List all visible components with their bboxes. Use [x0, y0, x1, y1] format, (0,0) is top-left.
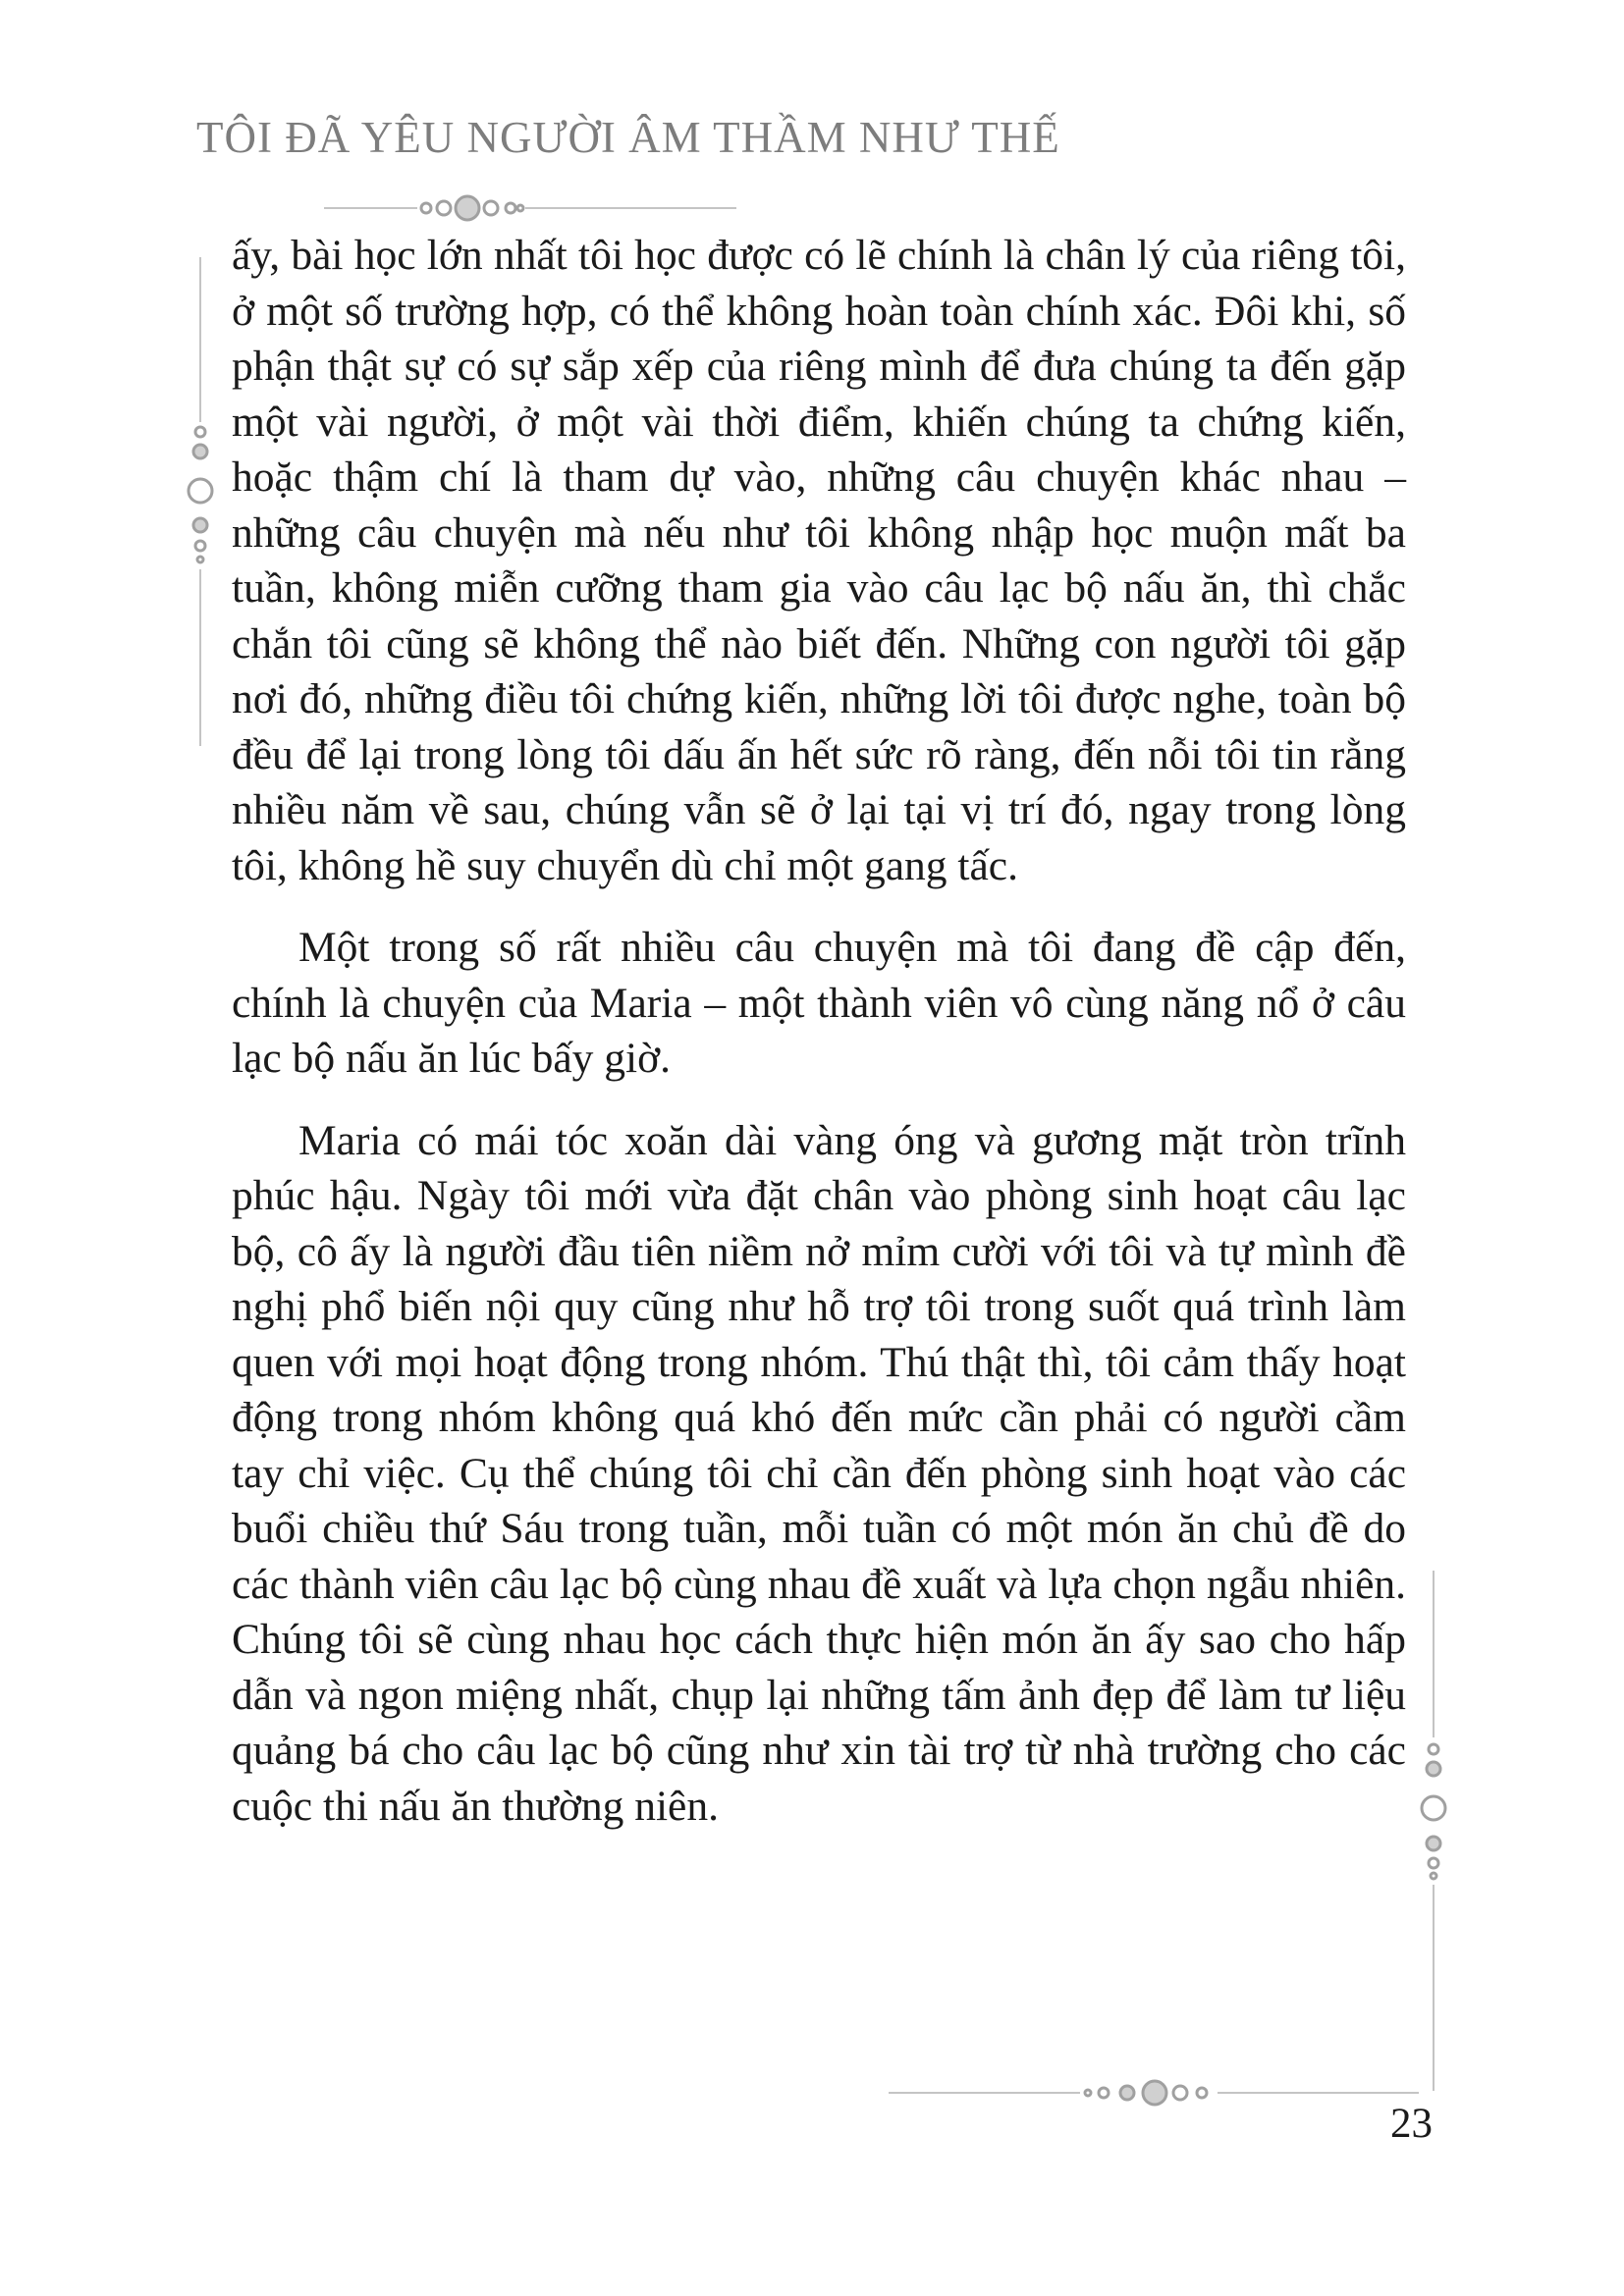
page-number: 23: [1390, 2101, 1433, 2147]
top-ornament: [324, 196, 736, 220]
body-text: [232, 228, 1406, 1834]
bottom-ornament: [889, 2081, 1419, 2105]
right-ornament: [1422, 1571, 1445, 2091]
left-ornament: [189, 257, 212, 746]
paragraph-2: Một trong số rất nhiều câu chuyện mà tôi đang đề cập đến, chính là chuyện của Maria – một thành viên vô cùng năng nổ ở câu lạc bộ nấu ăn lúc bấy giờ.: [232, 924, 1406, 1082]
running-header-title: TÔI ĐÃ YÊU NGƯỜI ÂM THẦM NHƯ THẾ: [196, 113, 1060, 162]
paragraph-3: Maria có mái tóc xoăn dài vàng óng và gương mặt tròn trĩnh phúc hậu. Ngày tôi mới vừa đặt chân vào phòng sinh hoạt câu lạc bộ, cô ấy là người đầu tiên niềm nở mỉm cười với tôi và tự mình đề nghị phổ biến nội quy cũng như hỗ trợ tôi trong suốt quá trình làm quen với mọi hoạt động trong nhóm. Thú thật thì, tôi cảm thấy hoạt động trong nhóm không quá khó đến mức cần phải có người cầm tay chỉ việc. Cụ thể chúng tôi chỉ cần đến phòng sinh hoạt vào các buổi chiều thứ Sáu trong tuần, mỗi tuần có một món ăn chủ đề do các thành viên câu lạc bộ cùng nhau đề xuất và lựa chọn ngẫu nhiên. Chúng tôi sẽ cùng nhau học cách thực hiện món ăn ấy sao cho hấp dẫn và ngon miệng nhất, chụp lại những tấm ảnh đẹp để làm tư liệu quảng bá cho câu lạc bộ cũng như xin tài trợ từ nhà trường cho các cuộc thi nấu ăn thường niên.: [232, 1116, 1406, 1830]
paragraph-1: ấy, bài học lớn nhất tôi học được có lẽ chính là chân lý của riêng tôi, ở một số trường hợp, có thể không hoàn toàn chính xác. Đôi khi, số phận thật sự có sự sắp xếp của riêng mình để đưa chúng ta đến gặp một vài người, ở một vài thời điểm, khiến chúng ta chứng kiến, hoặc thậm chí là tham dự vào, những câu chuyện khác nhau – những câu chuyện mà nếu như tôi không nhập học muộn mất ba tuần, không miễn cưỡng tham gia vào câu lạc bộ nấu ăn, thì chắc chắn tôi cũng sẽ không thể nào biết đến. Những con người tôi gặp nơi đó, những điều tôi chứng kiến, những lời tôi được nghe, toàn bộ đều để lại trong lòng tôi dấu ấn hết sức rõ ràng, đến nỗi tôi tin rằng nhiều năm về sau, chúng vẫn sẽ ở lại tại vị trí đó, ngay trong lòng tôi, không hề suy chuyển dù chỉ một gang tấc.: [232, 232, 1406, 889]
